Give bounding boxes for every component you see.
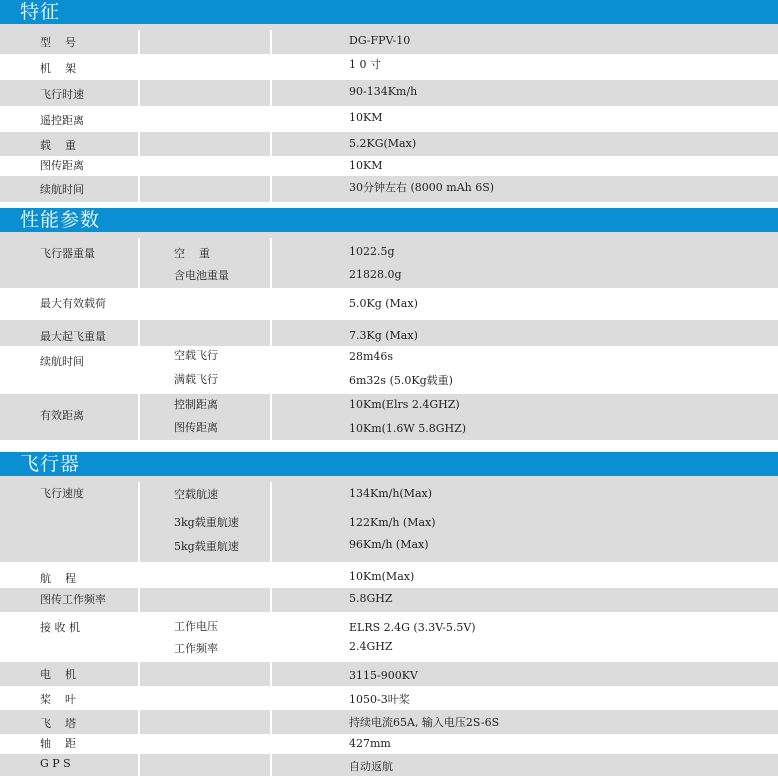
spec-value: 7.3Kg (Max) — [349, 329, 418, 342]
spec-value: 28m46s — [349, 350, 394, 363]
spec-sublabel: 工作电压 — [174, 620, 218, 633]
spec-sublabel: 满载飞行 — [174, 373, 218, 386]
spec-value: 1050-3叶桨 — [349, 693, 410, 706]
spec-value: 96Km/h (Max) — [349, 538, 429, 551]
section-title: 飞行器 — [20, 453, 81, 475]
spec-label: 图传距离 — [40, 159, 84, 172]
spec-value: 5.0Kg (Max) — [349, 297, 418, 310]
spec-value: DG-FPV-10 — [349, 34, 411, 47]
spec-row-tower — [0, 710, 778, 734]
section-title: 特征 — [20, 1, 61, 23]
spec-row-effective-range — [0, 394, 778, 440]
spec-value: 持续电流65A, 输入电压2S-6S — [349, 716, 500, 729]
spec-value: 1022.5g — [349, 245, 395, 258]
spec-label: 接 收 机 — [40, 621, 80, 634]
spec-value: 3115-900KV — [349, 669, 418, 682]
spec-label: 机 架 — [40, 62, 76, 75]
spec-row-receiver — [0, 612, 778, 662]
spec-value: 10Km(Elrs 2.4GHZ) — [349, 398, 460, 411]
section-header-performance — [0, 208, 778, 232]
spec-label: 载 重 — [40, 139, 76, 152]
section-title: 性能参数 — [20, 209, 101, 231]
spec-label: 飞行时速 — [40, 88, 84, 101]
spec-value: 自动返航 — [349, 760, 393, 773]
spec-row-motor — [0, 662, 778, 686]
spec-value: 427mm — [349, 737, 391, 750]
spec-value: 90-134Km/h — [349, 85, 418, 98]
spec-value: 10Km(1.6W 5.8GHZ) — [349, 422, 467, 435]
spec-row-max-payload — [0, 288, 778, 320]
spec-label: 航 程 — [40, 572, 76, 585]
spec-value: 30分钟左右 (8000 mAh 6S) — [349, 181, 495, 194]
spec-label: 飞行器重量 — [40, 247, 95, 260]
spec-label: 电 机 — [40, 668, 76, 681]
spec-value: ELRS 2.4G (3.3V-5.5V) — [349, 621, 476, 634]
spec-row-max-takeoff — [0, 320, 778, 346]
spec-sublabel: 空载航速 — [174, 488, 218, 501]
spec-row-rc-range — [0, 106, 778, 132]
spec-row-model — [0, 30, 778, 54]
spec-row-payload — [0, 132, 778, 156]
spec-value: 10KM — [349, 159, 383, 172]
spec-row-speed — [0, 80, 778, 106]
spec-value: 10Km(Max) — [349, 570, 415, 583]
spec-sublabel: 含电池重量 — [174, 269, 229, 282]
spec-label: 有效距离 — [40, 409, 84, 422]
spec-label: 遥控距离 — [40, 114, 84, 127]
spec-label: 图传工作频率 — [40, 593, 106, 606]
spec-row-endurance — [0, 176, 778, 202]
spec-label: 型 号 — [40, 36, 76, 49]
spec-label: 续航时间 — [40, 355, 84, 368]
spec-sublabel: 3kg载重航速 — [174, 516, 239, 529]
spec-value: 6m32s (5.0Kg载重) — [349, 374, 453, 387]
spec-value: 134Km/h(Max) — [349, 487, 433, 500]
spec-label: 飞行速度 — [40, 487, 84, 500]
spec-label: 轴 距 — [40, 737, 76, 750]
spec-value: 122Km/h (Max) — [349, 516, 436, 529]
spec-sublabel: 空载飞行 — [174, 349, 218, 362]
spec-row-propeller — [0, 686, 778, 710]
spec-row-flight-time — [0, 346, 778, 394]
spec-label: G P S — [40, 757, 71, 770]
spec-value: 1 0 寸 — [349, 58, 381, 71]
spec-row-frame — [0, 54, 778, 80]
spec-row-aircraft-weight — [0, 238, 778, 288]
spec-sublabel: 工作频率 — [174, 642, 218, 655]
spec-label: 桨 叶 — [40, 693, 76, 706]
section-header-aircraft — [0, 452, 778, 476]
spec-value: 5.8GHZ — [349, 592, 393, 605]
spec-row-gps — [0, 754, 778, 776]
spec-label: 飞 塔 — [40, 717, 76, 730]
spec-row-wheelbase — [0, 734, 778, 754]
spec-value: 5.2KG(Max) — [349, 137, 417, 150]
spec-row-range — [0, 562, 778, 588]
spec-sublabel: 5kg载重航速 — [174, 540, 239, 553]
spec-label: 最大有效载荷 — [40, 297, 106, 310]
spec-label: 续航时间 — [40, 183, 84, 196]
spec-label: 最大起飞重量 — [40, 330, 106, 343]
spec-value: 2.4GHZ — [349, 640, 393, 653]
spec-sublabel: 空 重 — [174, 247, 210, 260]
spec-value: 10KM — [349, 111, 383, 124]
spec-row-video-range — [0, 156, 778, 176]
spec-value: 21828.0g — [349, 268, 402, 281]
spec-sublabel: 控制距离 — [174, 398, 218, 411]
spec-row-video-frequency — [0, 588, 778, 612]
spec-sublabel: 图传距离 — [174, 421, 218, 434]
section-header-features — [0, 0, 778, 24]
spec-row-flight-speed — [0, 482, 778, 562]
